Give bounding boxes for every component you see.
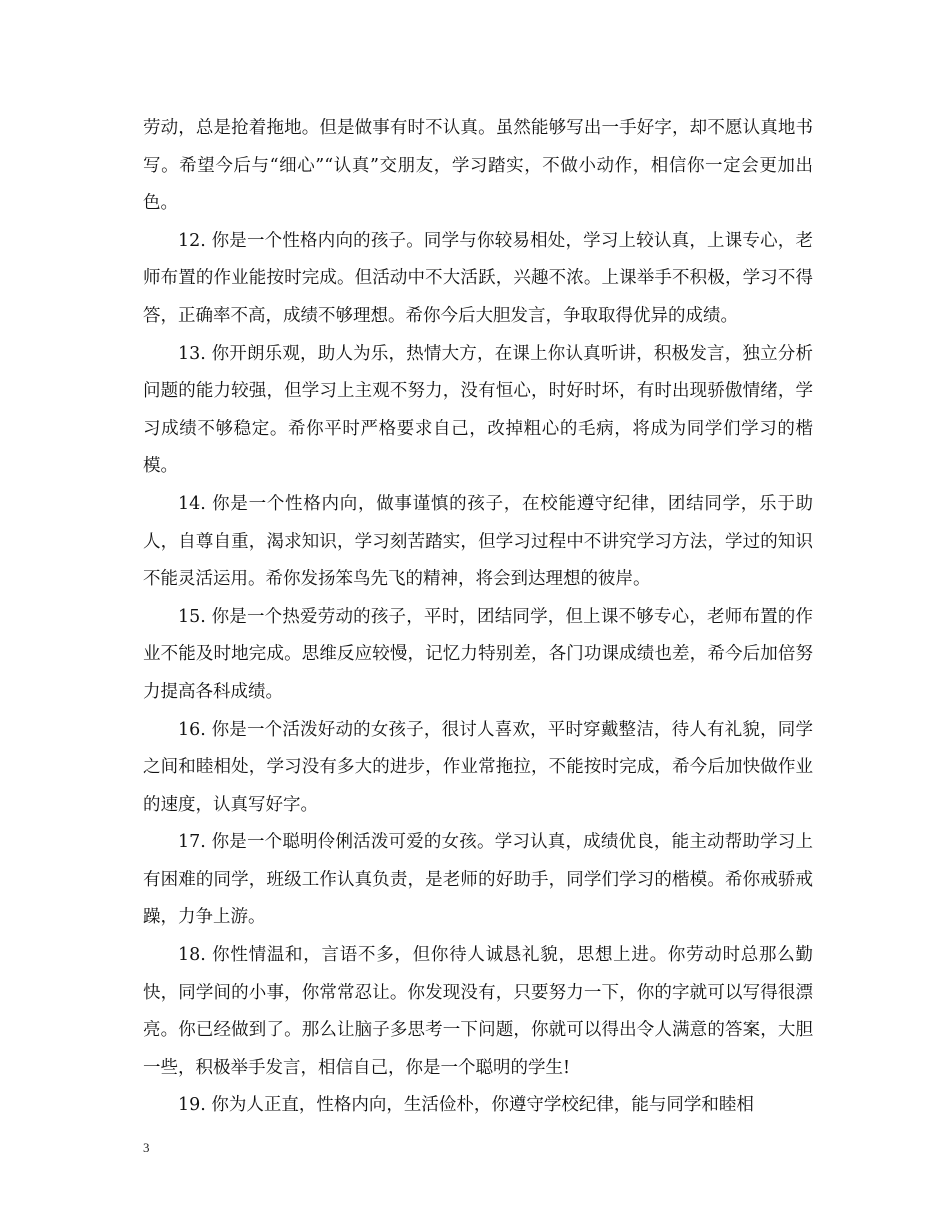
paragraph-15: 15. 你是一个热爱劳动的孩子，平时，团结同学，但上课不够专心，老师布置的作业不能及时地完成。思维反应较慢，记忆力特别差，各门功课成绩也差，希今后加倍努力提高各科成绩。 (143, 606, 813, 702)
paragraph-16: 16. 你是一个活泼好动的女孩子，很讨人喜欢，平时穿戴整洁，待人有礼貌，同学之间和睦相处，学习没有多大的进步，作业常拖拉，不能按时完成，希今后加快做作业的速度，认真写好字。 (143, 719, 813, 815)
paragraph-12: 12. 你是一个性格内向的孩子。同学与你较易相处，学习上较认真，上课专心，老师布置的作业能按时完成。但活动中不大活跃，兴趣不浓。上课举手不积极，学习不得答，正确率不高，成绩不够理想。希你今后大胆发言，争取取得优异的成绩。 (143, 230, 813, 326)
paragraph-11-continued: 劳动，总是抢着拖地。但是做事有时不认真。虽然能够写出一手好字，却不愿认真地书写。希望今后与“细心”“认真”交朋友，学习踏实，不做小动作，相信你一定会更加出色。 (143, 118, 813, 214)
paragraph-18: 18. 你性情温和，言语不多，但你待人诚恳礼貌，思想上进。你劳动时总那么勤快，同学间的小事，你常常忍让。你发现没有，只要努力一下，你的字就可以写得很漂亮。你已经做到了。那么让脑子多思考一下问题，你就可以得出令人满意的答案，大胆一些，积极举手发言，相信自己，你是一个聪明的学生! (143, 945, 813, 1078)
paragraph-17: 17. 你是一个聪明伶俐活泼可爱的女孩。学习认真，成绩优良，能主动帮助学习上有困难的同学，班级工作认真负责，是老师的好助手，同学们学习的楷模。希你戒骄戒躁，力争上游。 (143, 832, 813, 928)
paragraph-14: 14. 你是一个性格内向，做事谨慎的孩子，在校能遵守纪律，团结同学，乐于助人，自尊自重，渴求知识，学习刻苦踏实，但学习过程中不讲究学习方法，学过的知识不能灵活运用。希你发扬笨鸟先飞的精神，将会到达理想的彼岸。 (143, 493, 813, 590)
paragraph-19: 19. 你为人正直，性格内向，生活俭朴，你遵守学校纪律，能与同学和睦相 (178, 1095, 754, 1116)
paragraph-13: 13. 你开朗乐观，助人为乐，热情大方，在课上你认真听讲，积极发言，独立分析问题的能力较强，但学习上主观不努力，没有恒心，时好时坏，有时出现骄傲情绪，学习成绩不够稳定。希你平时严格要求自己，改掉粗心的毛病，将成为同学们学习的楷模。 (143, 343, 813, 477)
page-number: 3 (143, 1140, 150, 1155)
document-body (143, 110, 813, 1125)
